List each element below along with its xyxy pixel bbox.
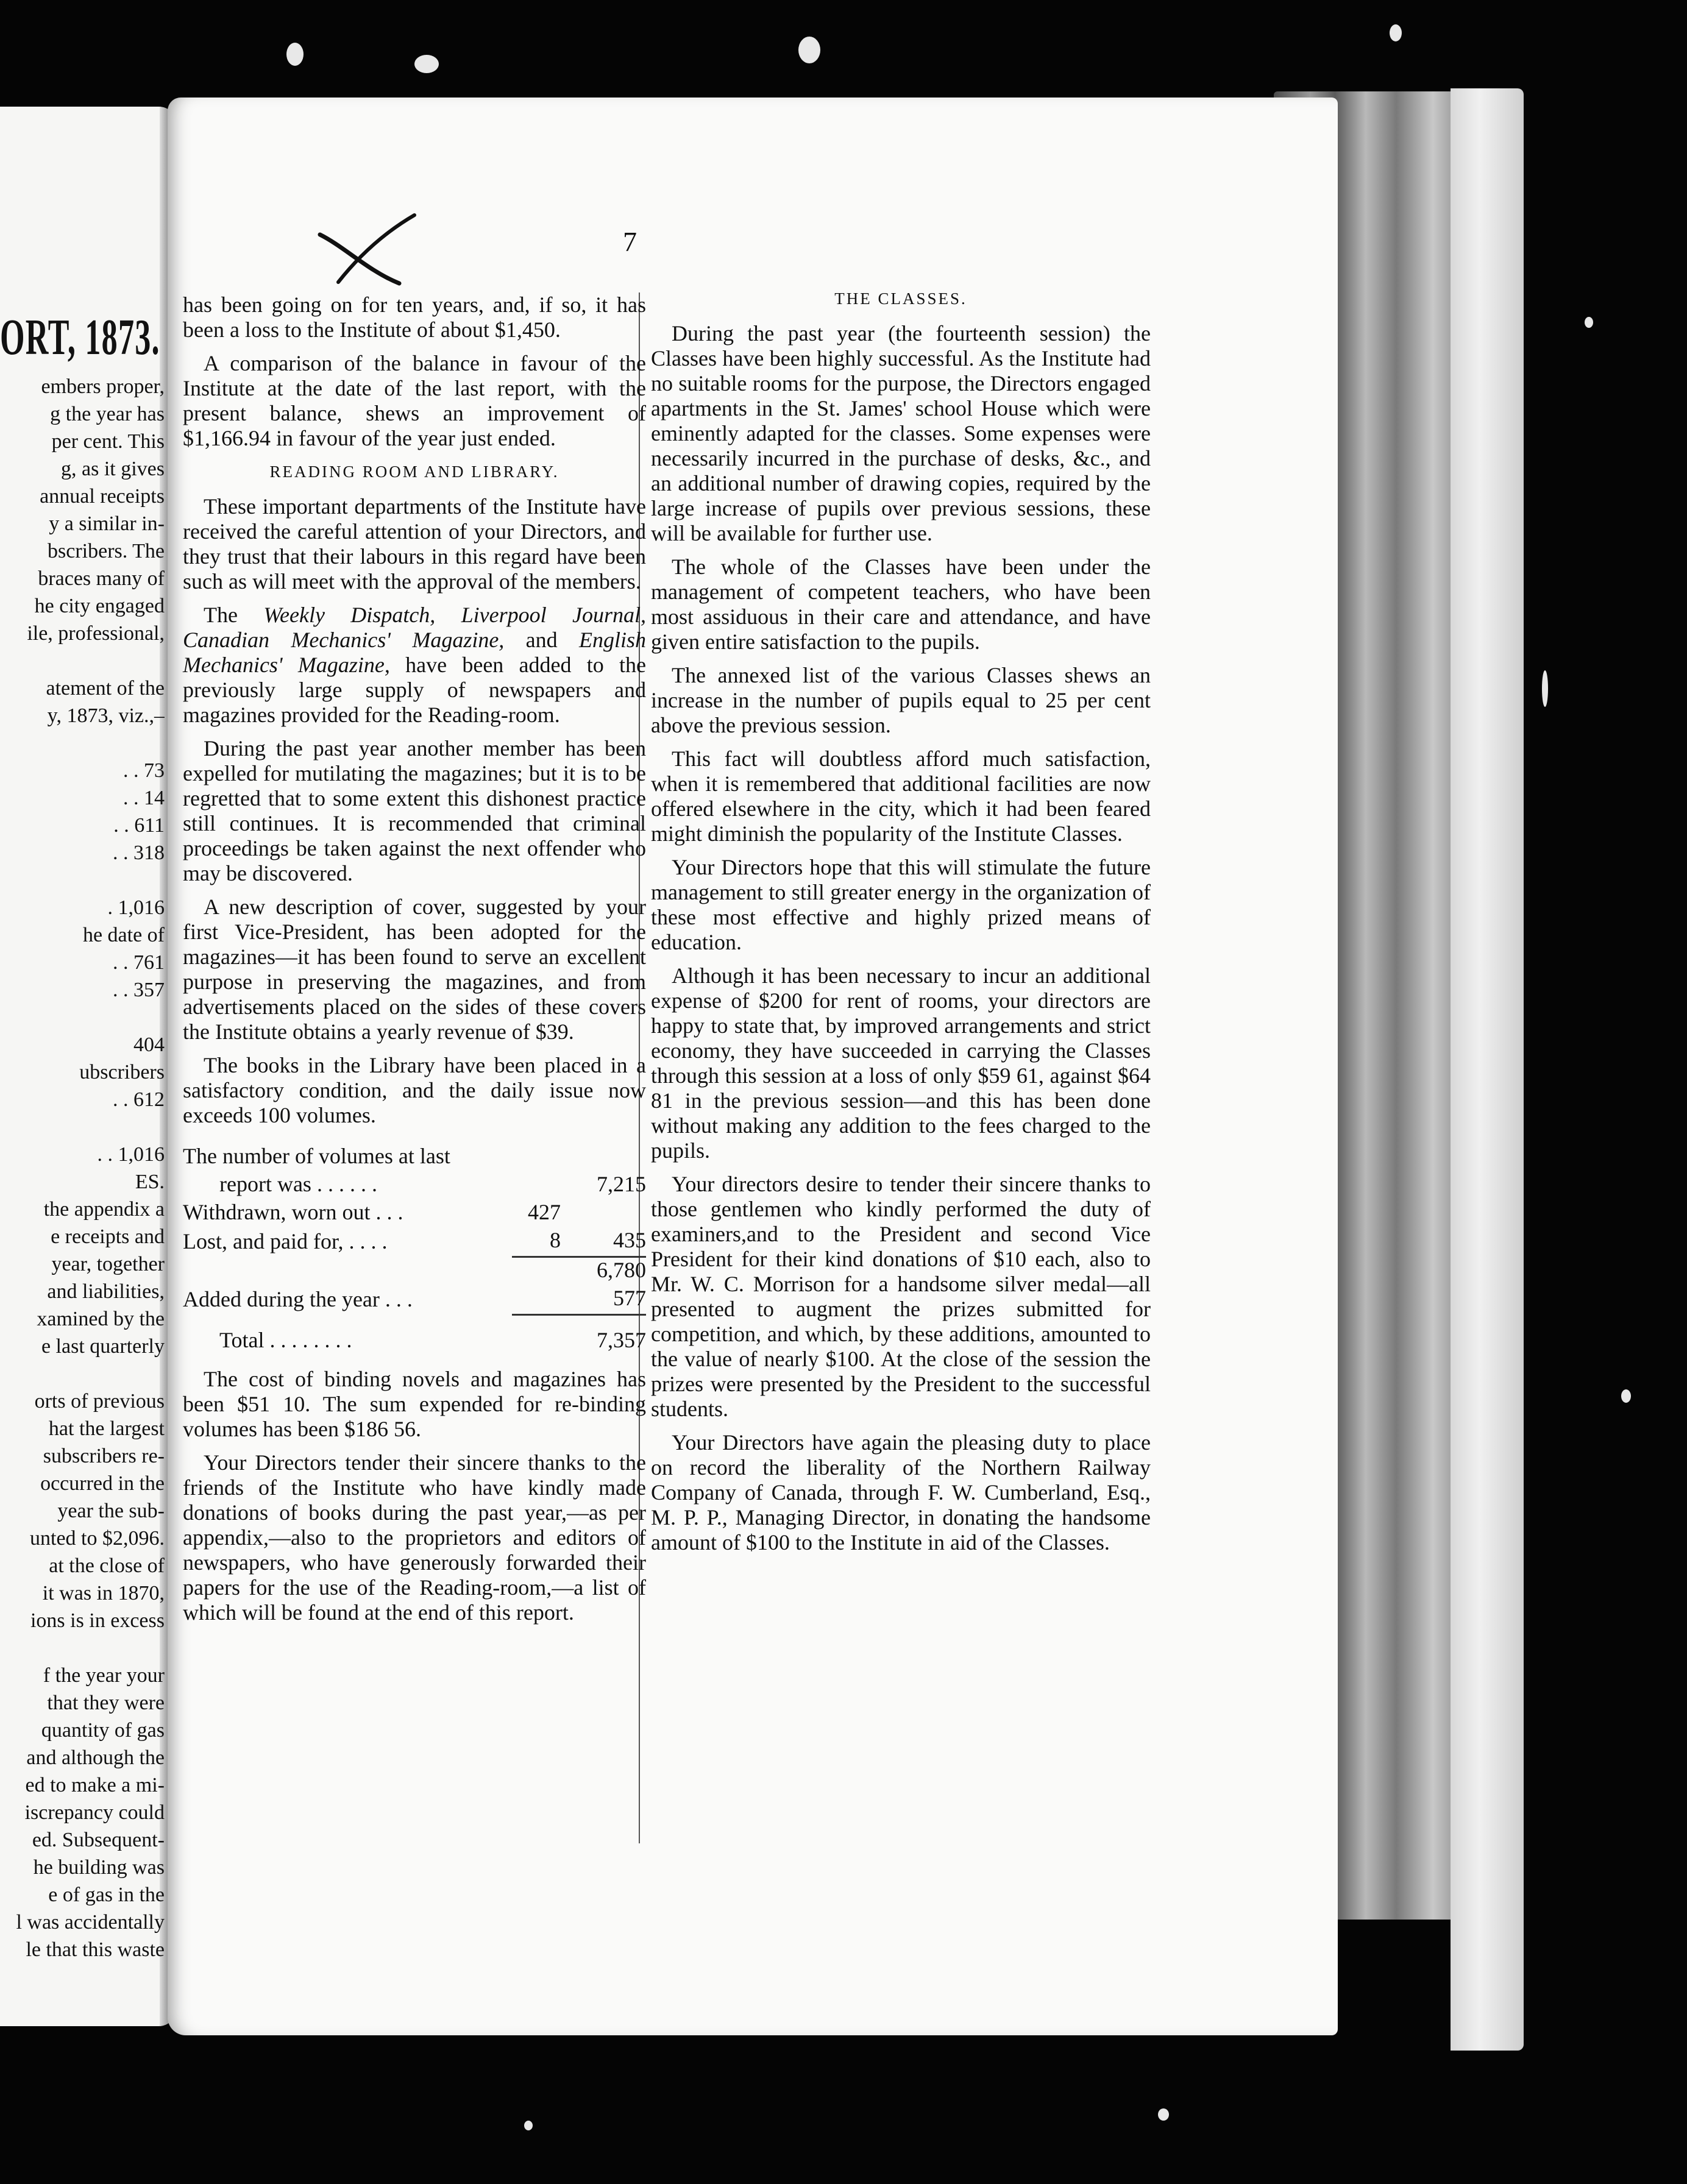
table-row (183, 1144, 646, 1172)
left-page-line: hat the largest (48, 1417, 165, 1440)
left-page-line: . . 1,016 (97, 1143, 165, 1166)
left-page-line: e last quarterly (41, 1335, 165, 1358)
left-page-line: he city engaged (34, 595, 165, 617)
table-cell: 7,357 (573, 1315, 646, 1356)
left-page-line: the appendix a (43, 1198, 165, 1221)
left-page-line: he building was (33, 1856, 165, 1879)
left-page-line: atement of the (46, 677, 165, 700)
left-page-line: le that this waste (26, 1938, 165, 1961)
left-page-line: . . 73 (123, 759, 165, 782)
left-page-line: at the close of (49, 1555, 165, 1577)
left-page-line: y, 1873, viz.,– (47, 704, 165, 727)
left-page-line: quantity of gas (41, 1719, 165, 1742)
dust-speck (798, 37, 820, 63)
left-page-line: . . 761 (113, 951, 165, 974)
left-page-line: occurred in the (40, 1472, 165, 1495)
italic-titles: English Mechanics' Magazine, (183, 628, 646, 677)
left-page-line: ed to make a mi- (25, 1774, 165, 1796)
volumes-table (183, 1144, 646, 1356)
left-page-line: g the year has (50, 403, 165, 425)
left-page-line: unted to $2,096. (30, 1527, 165, 1550)
dust-speck (524, 2121, 533, 2130)
table-row (183, 1257, 646, 1286)
handwritten-x-mark (314, 210, 417, 286)
left-page-line: . . 611 (113, 814, 165, 837)
page-block-edge-light (1451, 88, 1524, 2051)
left-page-line: . . 612 (113, 1088, 165, 1111)
paragraph: Your directors desire to tender their sincere thanks to those gentlemen who kindly performed the duty of examiners,and to the President and second Vice President for their kind donations of $10 each, also to Mr. W. C. Morrison for a handsome silver medal—all presented to augment the prizes submitted for competition, and which, by these additions, amounted to the value of nearly $100. At the close of the session the prizes were presented by the President to the successful students. (651, 1172, 1151, 1421)
paragraph (183, 603, 646, 728)
left-page-line: ubscribers (79, 1061, 165, 1083)
left-page-line: xamined by the (37, 1308, 165, 1330)
dust-speck (1158, 2108, 1169, 2121)
paragraph: The cost of binding novels and magazines has been $51 10. The sum expended for re-binding volumes has been $186 56. (183, 1367, 646, 1441)
paragraph: During the past year another member has been expelled for mutilating the magazines; but it is to be regretted that to some extent this dishonest practice still continues. It is recommended that criminal proceedings be taken against the next offender who may be discovered. (183, 736, 646, 885)
paragraph: Your Directors hope that this will stimulate the future management to still greater energy in the organization of these most effective and highly prized means of education. (651, 855, 1151, 954)
left-page-line: he date of (82, 924, 165, 946)
column-left (183, 292, 646, 1634)
left-page-line: l was accidentally (16, 1911, 165, 1934)
text-run: and (504, 628, 579, 652)
left-page-line: . . 14 (123, 787, 165, 809)
left-page-line: annual receipts (40, 485, 165, 508)
dust-speck (286, 43, 304, 66)
table-cell: 8 (550, 1228, 561, 1252)
paragraph: has been going on for ten years, and, if so, it has been a loss to the Institute of about $1,450. (183, 292, 646, 342)
left-page-line: ES. (135, 1171, 165, 1193)
left-page-line: ed. Subsequent- (32, 1829, 165, 1851)
table-cell: report was . . . . . . (219, 1172, 377, 1196)
table-row (183, 1200, 646, 1228)
dust-speck (414, 55, 439, 73)
table-cell: 435 (613, 1228, 646, 1252)
paragraph: Your Directors tender their sincere thanks to the friends of the Institute who have kindly made donations of books during the past year,—as per appendix,—also to the proprietors and editors of newspapers, who have generously forwarded their papers for the use of the Reading-room,—a list of which will be found at the end of this report. (183, 1450, 646, 1625)
left-page-line: subscribers re- (43, 1445, 165, 1467)
left-page-line: braces many of (38, 567, 165, 590)
paragraph: The books in the Library have been placed in a satisfactory condition, and the daily issue now exceeds 100 volumes. (183, 1053, 646, 1127)
table-cell: Lost, and paid for, . . . . (183, 1228, 388, 1253)
table-row (183, 1172, 646, 1200)
left-page-line: that they were (47, 1692, 165, 1714)
paragraph: Your Directors have again the pleasing duty to place on record the liberality of the Northern Railway Company of Canada, through F. W. Cumberland, Esq., M. P. P., Managing Director, in donating the handsome amount of $100 to the Institute in aid of the Classes. (651, 1430, 1151, 1555)
column-right (651, 286, 1151, 1564)
left-page-line: and although the (26, 1746, 165, 1769)
paragraph: During the past year (the fourteenth session) the Classes have been highly successful. As the Institute had no suitable rooms for the purpose, the Directors engaged apartments in the St. James' school House which were eminently adapted for the classes. Some expenses were necessarily incurred in the purchase of desks, &c., and an additional number of drawing copies, required by the large increase of pupils over previous sessions, these will be available for further use. (651, 321, 1151, 545)
left-page-line: . 1,016 (107, 896, 165, 919)
table-row (183, 1315, 646, 1356)
table-cell: 7,215 (597, 1172, 646, 1196)
left-page-line: year the sub- (57, 1500, 165, 1522)
italic-titles: Weekly Dispatch, Liverpool Journal, Canadian Mechanics' Magazine, (183, 603, 647, 652)
text-run: The (204, 603, 264, 627)
left-page-line: it was in 1870, (42, 1582, 165, 1604)
dust-speck (1585, 317, 1593, 328)
left-page-line: f the year your (43, 1664, 165, 1687)
left-page-line: orts of previous (34, 1390, 165, 1413)
table-cell: Withdrawn, worn out . . . (183, 1200, 403, 1224)
paragraph: The whole of the Classes have been under the management of competent teachers, who have been most assiduous in their care and attendance, and have given entire satisfaction to the pupils. (651, 555, 1151, 654)
left-page (0, 107, 177, 2026)
table-row (183, 1286, 646, 1315)
left-page-line: iscrepancy could (24, 1801, 165, 1824)
left-page-line: and liabilities, (47, 1280, 165, 1303)
table-cell: Added during the year . . . (183, 1286, 413, 1311)
table-cell: The number of volumes at last (183, 1144, 450, 1168)
left-page-line: y a similar in- (49, 512, 165, 535)
left-page-line: e receipts and (51, 1225, 165, 1248)
table-row (183, 1228, 646, 1257)
left-page-line: per cent. This (51, 430, 165, 453)
left-page-line: e of gas in the (48, 1884, 165, 1906)
paragraph: A new description of cover, suggested by your first Vice-President, has been adopted for the magazines—it has been found to serve an excellent purpose in preserving the magazines, and from advertisements placed on the sides of these covers the Institute obtains a yearly revenue of $39. (183, 895, 646, 1044)
left-page-line: 404 (133, 1034, 165, 1056)
paragraph: The annexed list of the various Classes shews an increase in the number of pupils equal to 25 per cent above the previous session. (651, 663, 1151, 737)
table-cell: 6,780 (573, 1257, 646, 1286)
left-page-line: bscribers. The (48, 540, 165, 562)
section-heading: READING ROOM AND LIBRARY. (269, 463, 559, 481)
paragraph: A comparison of the balance in favour of the Institute at the date of the last report, with the present balance, shews an improvement of $1,166.94 in favour of the year just ended. (183, 351, 646, 450)
paragraph: Although it has been necessary to incur an additional expense of $200 for rent of rooms, your directors are happy to state that, by improved arrangements and strict economy, they have succeeded in carrying the Classes through this session at a loss of only $59 61, against $64 81 in the previous session—and this has been done without making any addition to the fees charged to the pupils. (651, 963, 1151, 1163)
section-heading: THE CLASSES. (834, 289, 967, 308)
table-cell: 427 (528, 1200, 561, 1224)
left-page-line: ile, professional, (27, 622, 165, 645)
page-number: 7 (623, 226, 637, 257)
dust-speck (1542, 670, 1548, 707)
left-page-line: year, together (51, 1253, 165, 1275)
left-page-line: . . 357 (113, 979, 165, 1001)
left-page-line: g, as it gives (61, 458, 165, 480)
left-page-title: ORT, 1873. (0, 309, 160, 366)
left-page-line: embers proper, (41, 375, 165, 398)
left-page-line: . . 318 (113, 842, 165, 864)
table-cell: Total . . . . . . . . (219, 1328, 352, 1352)
paragraph: This fact will doubtless afford much satisfaction, when it is remembered that additional facilities are now offered elsewhere in the city, which it had been feared might diminish the popularity of the Institute Classes. (651, 746, 1151, 846)
dust-speck (1390, 24, 1402, 41)
table-cell: 577 (613, 1286, 646, 1310)
paragraph: These important departments of the Institute have received the careful attention of your Directors, and they trust that their labours in this regard have been such as will meet with the approval of the members. (183, 494, 646, 594)
text-run: have been added to the previously large supply of newspapers and magazines provided for the Reading-room. (183, 653, 646, 727)
dust-speck (1621, 1389, 1631, 1403)
left-page-line: ions is in excess (30, 1609, 165, 1632)
